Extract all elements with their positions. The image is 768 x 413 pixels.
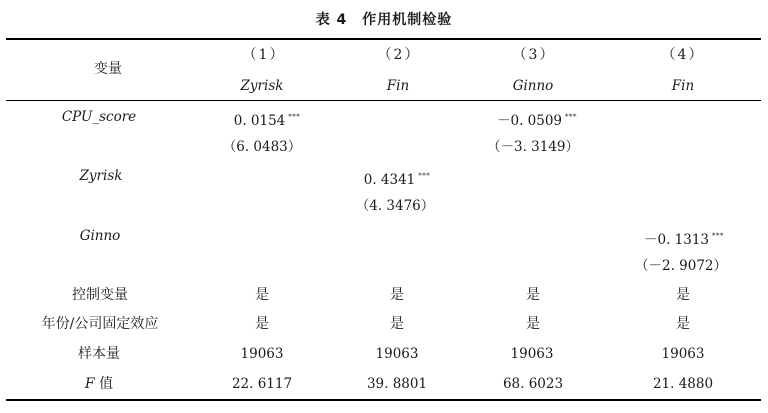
row-variable-name: CPU_score [61,109,137,125]
row-label-sample-size: 样本量 [78,346,120,362]
table-caption: 表 4 作用机制检验 [315,12,453,28]
f-statistic-value: 39. 8801 [366,376,428,392]
t-statistic: （－2. 9072） [634,258,728,274]
variable-header: 变量 [94,61,122,77]
row-variable-name: Ginno [79,228,121,244]
row-variable-name: Zyrisk [79,168,123,184]
controls-value: 是 [526,287,540,303]
dependent-variable: Ginno [512,78,554,94]
fixed-effects-value: 是 [676,316,690,332]
t-statistic: （4. 3476） [355,198,435,214]
fixed-effects-value: 是 [390,316,404,332]
table-bottom-rule [6,399,761,401]
dependent-variable: Fin [386,78,410,94]
column-number: （2） [377,47,421,63]
table-header-rule [6,100,761,101]
row-label-f-statistic: F 值 [84,376,114,392]
significance-stars: *** [712,232,725,240]
coefficient: －0. 0509 *** [496,113,578,129]
column-number: （1） [242,47,286,63]
t-statistic: （－3. 3149） [486,139,580,155]
f-statistic-value: 22. 6117 [231,376,293,392]
column-number: （3） [512,47,556,63]
row-label-controls: 控制变量 [72,287,128,303]
t-statistic: （6. 0483） [222,139,302,155]
controls-value: 是 [390,287,404,303]
fixed-effects-value: 是 [526,316,540,332]
f-statistic-value: 68. 6023 [502,376,564,392]
sample-size-value: 19063 [510,346,554,362]
significance-stars: *** [565,113,578,121]
coefficient: －0. 1313 *** [643,232,725,248]
controls-value: 是 [676,287,690,303]
sample-size-value: 19063 [661,346,705,362]
f-statistic-value: 21. 4880 [652,376,714,392]
column-number: （4） [661,47,705,63]
fixed-effects-value: 是 [255,316,269,332]
coefficient: 0. 4341 *** [363,172,431,188]
controls-value: 是 [255,287,269,303]
sample-size-value: 19063 [375,346,419,362]
significance-stars: *** [418,172,431,180]
significance-stars: *** [288,113,301,121]
table-top-rule [6,38,761,40]
coefficient: 0. 0154 *** [233,113,301,129]
dependent-variable: Zyrisk [240,78,284,94]
dependent-variable: Fin [671,78,695,94]
sample-size-value: 19063 [240,346,284,362]
row-label-fixed-effects: 年份/公司固定效应 [41,316,159,332]
